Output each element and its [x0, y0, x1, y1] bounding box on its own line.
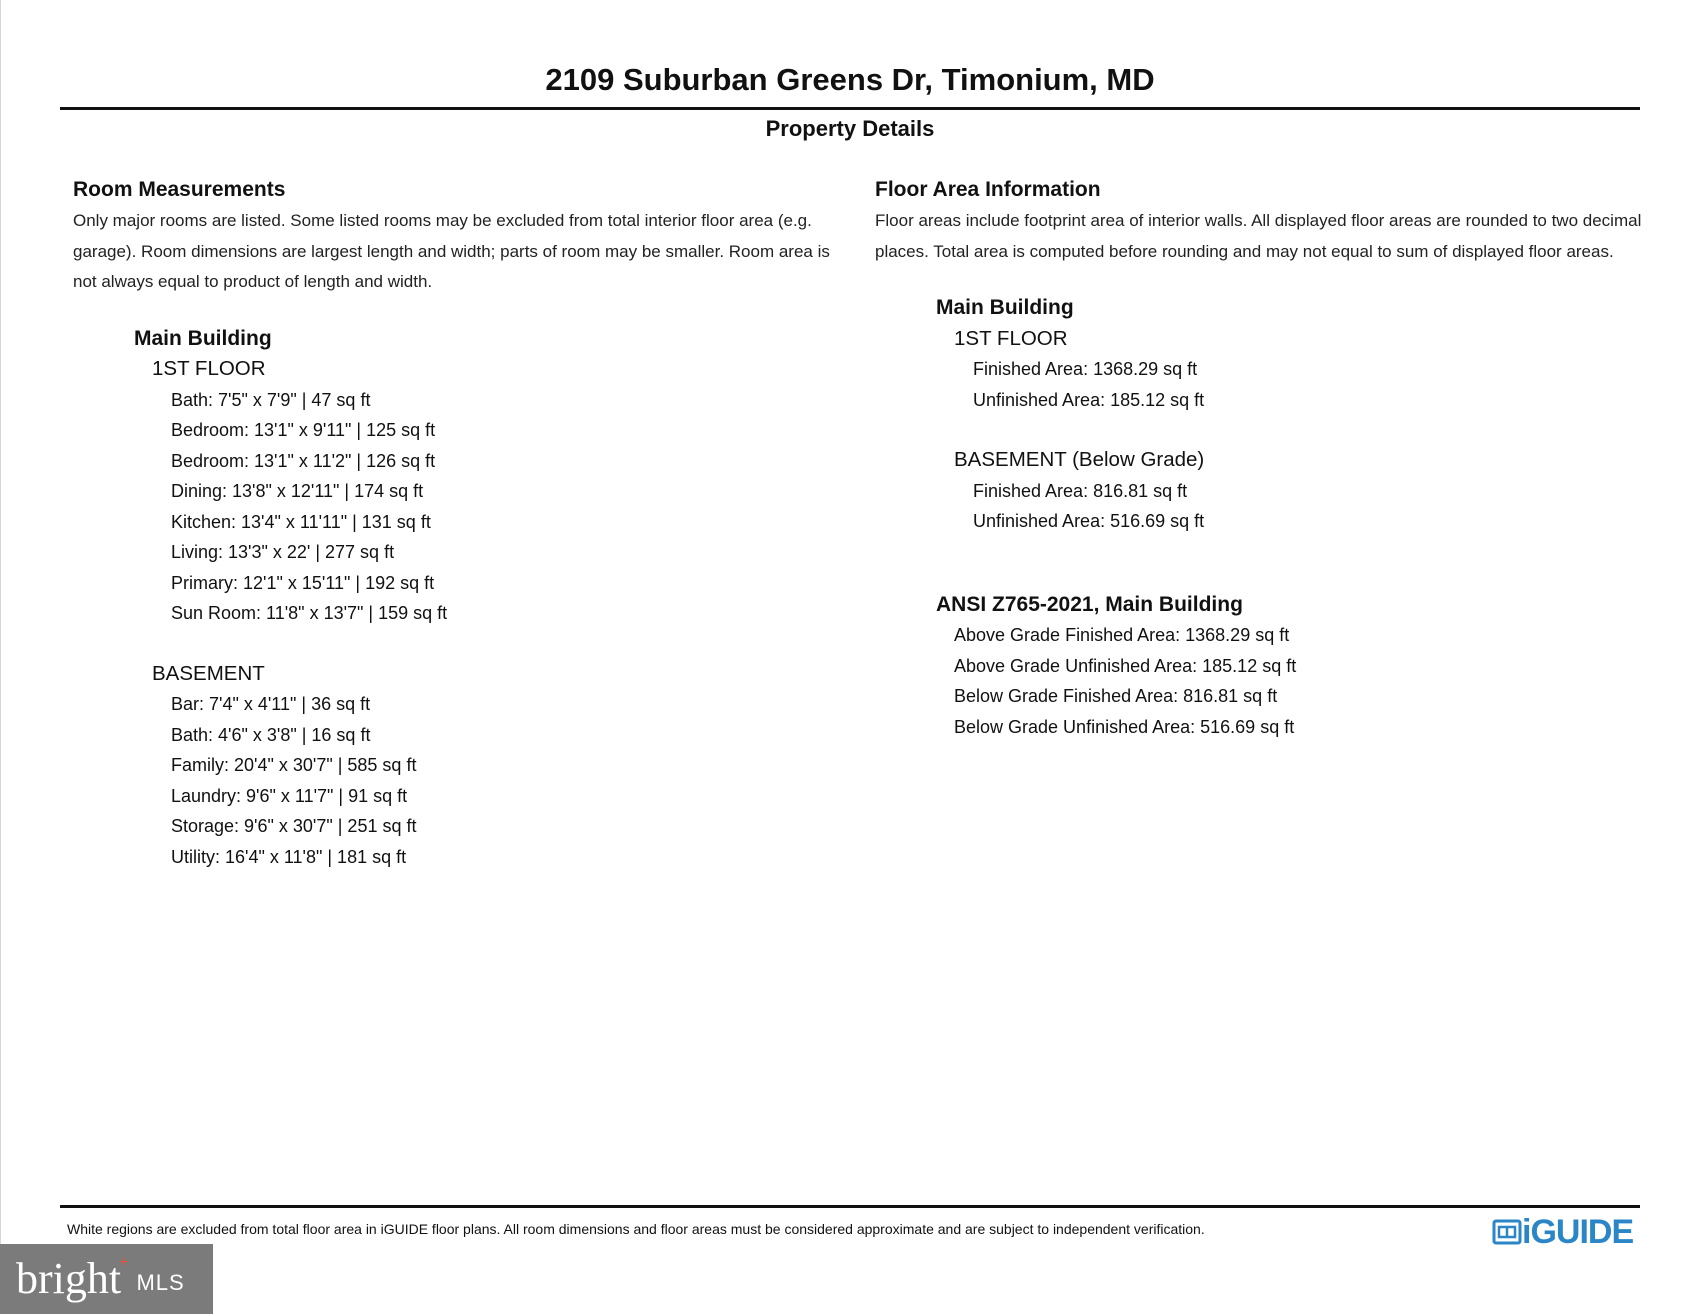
floor-name: BASEMENT	[152, 661, 265, 685]
room-item: Family: 20'4" x 30'7" | 585 sq ft	[171, 755, 417, 775]
page-title: 2109 Suburban Greens Dr, Timonium, MD	[545, 62, 1155, 97]
floor-name: 1ST FLOOR	[152, 357, 266, 380]
room-item: Laundry: 9'6" x 11'7" | 91 sq ft	[171, 785, 408, 806]
room-item: Utility: 16'4" x 11'8" | 181 sq ft	[171, 846, 407, 867]
floor-name: 1ST FLOOR	[954, 326, 1068, 350]
iguide-logo	[1492, 1214, 1633, 1250]
area-item: Finished Area: 816.81 sq ft	[973, 480, 1188, 501]
room-measurements-building	[134, 324, 843, 873]
floor-area-section	[875, 174, 1655, 742]
room-item: Bath: 4'6" x 3'8" | 16 sq ft	[171, 724, 371, 745]
iguide-wordmark: iGUIDE	[1522, 1213, 1634, 1251]
room-measurements-heading: Room Measurements	[73, 178, 286, 201]
floor-area-building	[936, 293, 1655, 742]
bright-mls-label: MLS	[136, 1270, 185, 1295]
room-item: Sun Room: 11'8" x 13'7" | 159 sq ft	[171, 603, 448, 623]
area-item: Finished Area: 1368.29 sq ft	[973, 359, 1198, 379]
room-item: Dining: 13'8" x 12'11" | 174 sq ft	[171, 481, 424, 501]
ansi-item: Above Grade Finished Area: 1368.29 sq ft	[954, 625, 1290, 645]
iguide-mark-icon	[1492, 1218, 1522, 1246]
room-item: Bath: 7'5" x 7'9" | 47 sq ft	[171, 389, 371, 410]
room-item: Living: 13'3" x 22' | 277 sq ft	[171, 542, 395, 562]
room-item: Kitchen: 13'4" x 11'11" | 131 sq ft	[171, 511, 431, 532]
page-subtitle: Property Details	[765, 116, 935, 141]
room-item: Bar: 7'4" x 4'11" | 36 sq ft	[171, 694, 371, 714]
building-name: Main Building	[936, 296, 1074, 319]
area-item: Unfinished Area: 185.12 sq ft	[973, 389, 1205, 410]
ansi-item: Above Grade Unfinished Area: 185.12 sq ft	[954, 655, 1297, 676]
page-edge	[0, 0, 1, 1314]
bright-mls-watermark	[0, 1244, 213, 1314]
ansi-item: Below Grade Finished Area: 816.81 sq ft	[954, 686, 1278, 706]
floor-area-heading: Floor Area Information	[875, 178, 1101, 201]
room-item: Bedroom: 13'1" x 11'2" | 126 sq ft	[171, 450, 436, 471]
footer-disclaimer: White regions are excluded from total floor area in iGUIDE floor plans. All room dimensions and floor areas must be considered approximate and are subject to independent verification.	[67, 1221, 1205, 1237]
footer-divider	[60, 1205, 1640, 1208]
room-measurements-description: Only major rooms are listed. Some listed rooms may be excluded from total interior floor area (e.g. garage). Room dimensions are largest length and width; parts of room may be smaller. Room area is not always equal to product of length and width.	[73, 211, 830, 291]
floor-area-description: Floor areas include footprint area of interior walls. All displayed floor areas are rounded to two decimal places. Total area is computed before rounding and may not equal to sum of displayed floor areas.	[875, 211, 1642, 261]
room-item: Primary: 12'1" x 15'11" | 192 sq ft	[171, 572, 435, 593]
title-divider	[60, 107, 1640, 110]
room-item: Bedroom: 13'1" x 9'11" | 125 sq ft	[171, 420, 436, 440]
building-name: Main Building	[134, 326, 272, 350]
floor-name: BASEMENT (Below Grade)	[954, 448, 1205, 471]
area-item: Unfinished Area: 516.69 sq ft	[973, 511, 1205, 531]
ansi-item: Below Grade Unfinished Area: 516.69 sq ft	[954, 716, 1295, 737]
bright-plus-icon: +	[119, 1254, 129, 1271]
bright-wordmark: bright	[16, 1254, 122, 1303]
room-measurements-section	[73, 174, 843, 872]
room-item: Storage: 9'6" x 30'7" | 251 sq ft	[171, 816, 417, 836]
ansi-heading: ANSI Z765-2021, Main Building	[936, 592, 1243, 616]
